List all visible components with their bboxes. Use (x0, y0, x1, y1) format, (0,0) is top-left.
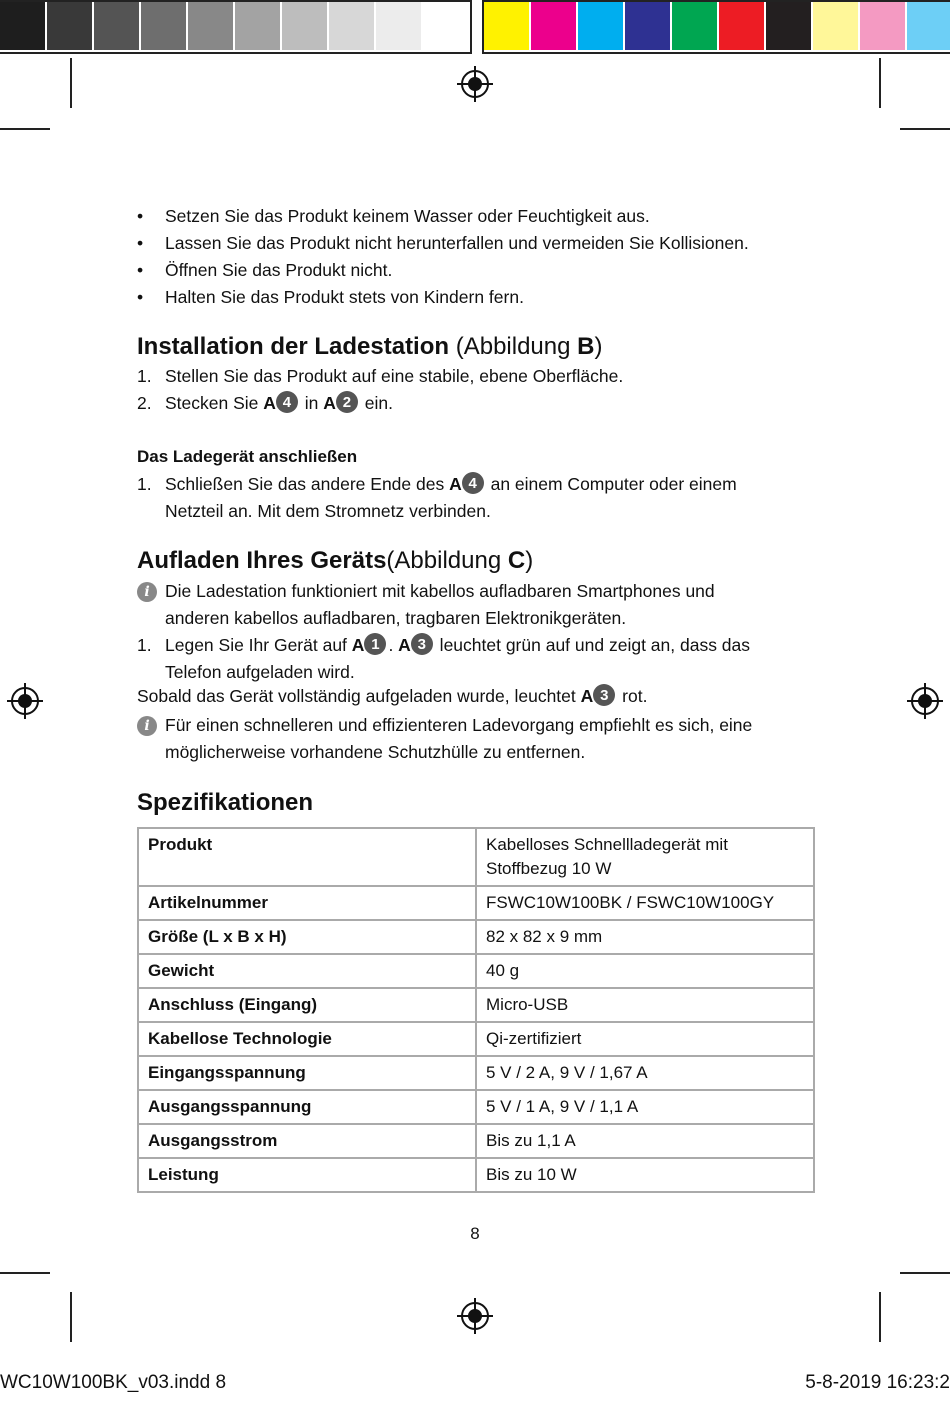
color-swatch (578, 2, 623, 50)
spec-table (137, 827, 815, 1193)
table-row (138, 1056, 814, 1090)
spec-label: Größe (L x B x H) (138, 920, 476, 954)
part-number-badge: 3 (411, 633, 433, 655)
color-swatch (47, 2, 92, 50)
list-item: • Lassen Sie das Produkt nicht herunterfallen und vermeiden Sie Kollisionen. (137, 230, 749, 257)
charging-heading (137, 547, 533, 575)
list-item: • Setzen Sie das Produkt keinem Wasser oder Feuchtigkeit aus. (137, 203, 749, 230)
slug-file-name: WC10W100BK_v03.indd 8 (0, 1372, 227, 1393)
heading-text: Installation der Ladestation (137, 333, 450, 360)
table-row (138, 1158, 814, 1192)
color-swatch (484, 2, 529, 50)
info-note (137, 712, 845, 766)
safety-bullet-list (137, 203, 749, 311)
figure-letter: C (507, 547, 526, 574)
spec-label: Leistung (138, 1158, 476, 1192)
color-swatch (813, 2, 858, 50)
spec-value: Bis zu 10 W (476, 1158, 814, 1192)
table-row (138, 954, 814, 988)
spec-label: Ausgangsspannung (138, 1090, 476, 1124)
part-ref-letter: A (580, 686, 594, 706)
spec-label: Produkt (138, 828, 476, 886)
figure-ref-open: (Abbildung (449, 333, 578, 360)
crop-mark (70, 1292, 72, 1342)
table-row (138, 1090, 814, 1124)
list-item (137, 471, 737, 525)
color-swatch (282, 2, 327, 50)
color-swatch (860, 2, 905, 50)
color-swatch (94, 2, 139, 50)
spec-value: 40 g (476, 954, 814, 988)
registration-mark-icon (457, 66, 493, 102)
crop-mark (900, 1272, 950, 1274)
table-row (138, 1124, 814, 1158)
part-number-badge: 4 (462, 472, 484, 494)
step-text: Netzteil an. Mit dem Stromnetz verbinden. (165, 501, 491, 521)
step-number: 1. (137, 366, 152, 386)
step-text: Schließen Sie das andere Ende des (165, 474, 450, 494)
color-swatch (329, 2, 374, 50)
color-bar (482, 0, 950, 54)
info-note (137, 578, 825, 632)
specs-heading: Spezifikationen (137, 789, 314, 816)
crop-mark (879, 1292, 881, 1342)
color-swatch (188, 2, 233, 50)
part-ref-letter: A (263, 393, 276, 413)
spec-value: 82 x 82 x 9 mm (476, 920, 814, 954)
list-item (137, 390, 623, 417)
table-row (138, 988, 814, 1022)
connect-steps (137, 471, 737, 525)
part-ref-letter: A (449, 474, 462, 494)
grayscale-bar (0, 0, 472, 54)
spec-value: FSWC10W100BK / FSWC10W100GY (476, 886, 814, 920)
part-number-badge: 4 (276, 391, 298, 413)
registration-mark-icon (457, 1298, 493, 1334)
installation-heading (137, 333, 602, 361)
charging-steps (137, 632, 750, 686)
figure-letter: B (577, 333, 595, 360)
step-text: Legen Sie Ihr Gerät auf (165, 635, 352, 655)
crop-mark (0, 128, 50, 130)
color-swatch (719, 2, 764, 50)
part-number-badge: 3 (593, 684, 615, 706)
figure-ref-close: ) (594, 333, 603, 360)
connect-heading: Das Ladegerät anschließen (137, 447, 358, 466)
spec-value: Bis zu 1,1 A (476, 1124, 814, 1158)
spec-label: Ausgangsstrom (138, 1124, 476, 1158)
color-swatch (141, 2, 186, 50)
spec-label: Gewicht (138, 954, 476, 988)
figure-ref-open: (Abbildung (386, 547, 508, 574)
step-text: in (299, 393, 324, 413)
spec-label: Kabellose Technologie (138, 1022, 476, 1056)
part-ref-letter: A (351, 635, 365, 655)
full-charge-note (137, 683, 647, 710)
list-item (137, 363, 623, 390)
part-ref-letter: A (323, 393, 336, 413)
color-swatch (235, 2, 280, 50)
installation-steps (137, 363, 623, 417)
color-swatch (766, 2, 811, 50)
color-swatch (423, 2, 468, 50)
part-number-badge: 2 (336, 391, 358, 413)
spec-value: Kabelloses Schnellladegerät mit Stoffbezug 10 W (476, 828, 814, 886)
step-text: an einem Computer oder einem (485, 474, 737, 494)
spec-label: Artikelnummer (138, 886, 476, 920)
slug-datetime: 5-8-2019 16:23:2 (805, 1372, 950, 1393)
page-number: 8 (470, 1224, 480, 1243)
table-row (138, 886, 814, 920)
table-row (138, 828, 814, 886)
spec-value: 5 V / 2 A, 9 V / 1,67 A (476, 1056, 814, 1090)
color-swatch (531, 2, 576, 50)
color-swatch (625, 2, 670, 50)
spec-label: Eingangsspannung (138, 1056, 476, 1090)
color-swatch (672, 2, 717, 50)
crop-mark (900, 128, 950, 130)
info-text: anderen kabellos aufladbaren, tragbaren Elektronikgeräten. (165, 608, 627, 628)
list-item: • Öffnen Sie das Produkt nicht. (137, 257, 749, 284)
table-row (138, 920, 814, 954)
crop-mark (879, 58, 881, 108)
part-ref-letter: A (398, 635, 411, 655)
step-number: 1. (137, 635, 152, 655)
registration-mark-icon (7, 683, 43, 719)
step-text: Telefon aufgeladen wird. (165, 662, 355, 682)
step-number: 1. (137, 474, 152, 494)
heading-text: Aufladen Ihres Geräts (137, 547, 387, 574)
list-item (137, 632, 750, 686)
step-text: Stecken Sie (165, 393, 264, 413)
table-row (138, 1022, 814, 1056)
info-text: Für einen schnelleren und effizienteren Ladevorgang empfiehlt es sich, eine (165, 715, 753, 735)
crop-mark (0, 1272, 50, 1274)
info-text: Die Ladestation funktioniert mit kabellos aufladbaren Smartphones und (165, 581, 715, 601)
color-swatch (376, 2, 421, 50)
step-number: 2. (137, 393, 152, 413)
step-text: Stellen Sie das Produkt auf eine stabile, ebene Oberfläche. (165, 366, 624, 386)
info-icon: i (137, 716, 157, 736)
step-text: leuchtet grün auf und zeigt an, dass das (434, 635, 751, 655)
color-swatch (0, 2, 45, 50)
step-text: ein. (359, 393, 393, 413)
color-swatch (907, 2, 950, 50)
spec-value: 5 V / 1 A, 9 V / 1,1 A (476, 1090, 814, 1124)
spec-value: Micro-USB (476, 988, 814, 1022)
crop-mark (70, 58, 72, 108)
note-text: Sobald das Gerät vollständig aufgeladen wurde, leuchtet (137, 686, 581, 706)
figure-ref-close: ) (525, 547, 534, 574)
note-text: rot. (617, 686, 648, 706)
spec-value: Qi-zertifiziert (476, 1022, 814, 1056)
step-text: . (388, 635, 399, 655)
spec-label: Anschluss (Eingang) (138, 988, 476, 1022)
info-icon: i (137, 582, 157, 602)
registration-mark-icon (907, 683, 943, 719)
list-item: • Halten Sie das Produkt stets von Kindern fern. (137, 284, 749, 311)
info-text: möglicherweise vorhandene Schutzhülle zu entfernen. (165, 742, 586, 762)
part-number-badge: 1 (364, 633, 386, 655)
